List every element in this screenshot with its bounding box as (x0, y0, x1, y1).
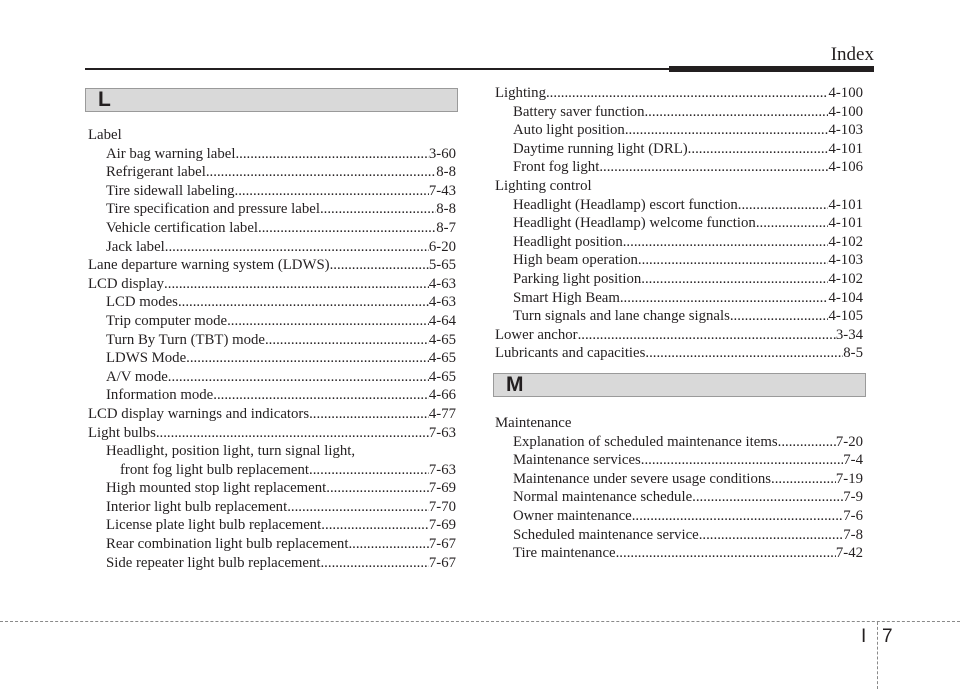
right-index-column (495, 84, 863, 363)
index-entry[interactable]: Auto light position ..... 4-103 (495, 121, 863, 140)
index-entry[interactable]: A/V mode ..... 4-65 (88, 368, 456, 387)
index-entry[interactable]: Interior light bulb replacement ..... 7-70 (88, 498, 456, 517)
page-header-title: Index (830, 44, 874, 65)
index-entry[interactable]: High beam operation ..... 4-103 (495, 251, 863, 270)
index-entry[interactable]: Smart High Beam ..... 4-104 (495, 289, 863, 308)
index-entry[interactable]: Normal maintenance schedule ..... 7-9 (495, 488, 863, 507)
index-entry[interactable]: front fog light bulb replacement ..... 7-63 (88, 461, 456, 480)
index-entry[interactable]: Scheduled maintenance service ..... 7-8 (495, 526, 863, 545)
index-entry[interactable]: Headlight (Headlamp) escort function ..... 4-101 (495, 196, 863, 215)
index-entry[interactable]: LCD display warnings and indicators ..... 4-77 (88, 405, 456, 424)
index-entry[interactable]: Owner maintenance ..... 7-6 (495, 507, 863, 526)
index-entry[interactable]: High mounted stop light replacement ..... 7-69 (88, 479, 456, 498)
index-entry[interactable]: LCD display ..... 4-63 (88, 275, 456, 294)
index-entry[interactable]: Side repeater light bulb replacement ..... 7-67 (88, 554, 456, 573)
header-accent-bar (669, 66, 874, 72)
index-entry[interactable]: Vehicle certification label ..... 8-7 (88, 219, 456, 238)
index-entry[interactable]: Light bulbs ..... 7-63 (88, 424, 456, 443)
index-entry[interactable]: Headlight position ..... 4-102 (495, 233, 863, 252)
left-index-column (88, 126, 456, 572)
index-entry[interactable]: Maintenance under severe usage conditions ..... 7-19 (495, 470, 863, 489)
index-entry[interactable]: Tire sidewall labeling ..... 7-43 (88, 182, 456, 201)
index-entry[interactable]: Front fog light ..... 4-106 (495, 158, 863, 177)
index-entry[interactable]: Information mode ..... 4-66 (88, 386, 456, 405)
index-entry[interactable]: Lighting ..... 4-100 (495, 84, 863, 103)
index-group-lighting-control: Lighting control (495, 177, 592, 194)
footer-page-number: 7 (882, 626, 893, 647)
section-header-l (85, 88, 458, 112)
index-entry[interactable]: LCD modes ..... 4-63 (88, 293, 456, 312)
index-entry[interactable]: Lane departure warning system (LDWS) ..... 5-65 (88, 256, 456, 275)
index-group-maintenance: Maintenance (495, 415, 572, 431)
index-entry[interactable]: Daytime running light (DRL) ..... 4-101 (495, 140, 863, 159)
index-entry[interactable]: Tire specification and pressure label ..... 8-8 (88, 200, 456, 219)
index-entry[interactable]: Lubricants and capacities ..... 8-5 (495, 344, 863, 363)
footer-section-label: I (861, 626, 867, 647)
index-entry[interactable]: Turn signals and lane change signals ..... 4-105 (495, 307, 863, 326)
index-entry[interactable]: Rear combination light bulb replacement ..... 7-67 (88, 535, 456, 554)
index-entry[interactable]: Maintenance services ..... 7-4 (495, 451, 863, 470)
index-entry[interactable]: Tire maintenance ..... 7-42 (495, 544, 863, 563)
index-entry[interactable]: LDWS Mode ..... 4-65 (88, 349, 456, 368)
index-entry[interactable]: Refrigerant label ..... 8-8 (88, 163, 456, 182)
index-entry[interactable]: Jack label ..... 6-20 (88, 238, 456, 257)
index-entry[interactable]: Explanation of scheduled maintenance items ..... 7-20 (495, 433, 863, 452)
section-letter-l: L (98, 88, 111, 111)
index-entry[interactable]: License plate light bulb replacement ..... 7-69 (88, 516, 456, 535)
index-entry[interactable]: Trip computer mode ..... 4-64 (88, 312, 456, 331)
section-header-m (493, 373, 866, 397)
right-index-column-m (495, 414, 863, 563)
index-group-label: Label (88, 127, 122, 143)
index-entry[interactable]: Headlight (Headlamp) welcome function ..... 4-101 (495, 214, 863, 233)
section-letter-m: M (506, 373, 524, 396)
index-entry[interactable]: Parking light position ..... 4-102 (495, 270, 863, 289)
footer-dashed-rule (0, 621, 960, 622)
index-entry-line1: Headlight, position light, turn signal light, (106, 443, 356, 460)
index-entry[interactable]: Turn By Turn (TBT) mode ..... 4-65 (88, 331, 456, 350)
footer-vertical-dashed-rule (877, 622, 878, 689)
index-entry[interactable]: Lower anchor ..... 3-34 (495, 326, 863, 345)
index-entry[interactable]: Air bag warning label ..... 3-60 (88, 145, 456, 164)
index-entry[interactable]: Battery saver function ..... 4-100 (495, 103, 863, 122)
